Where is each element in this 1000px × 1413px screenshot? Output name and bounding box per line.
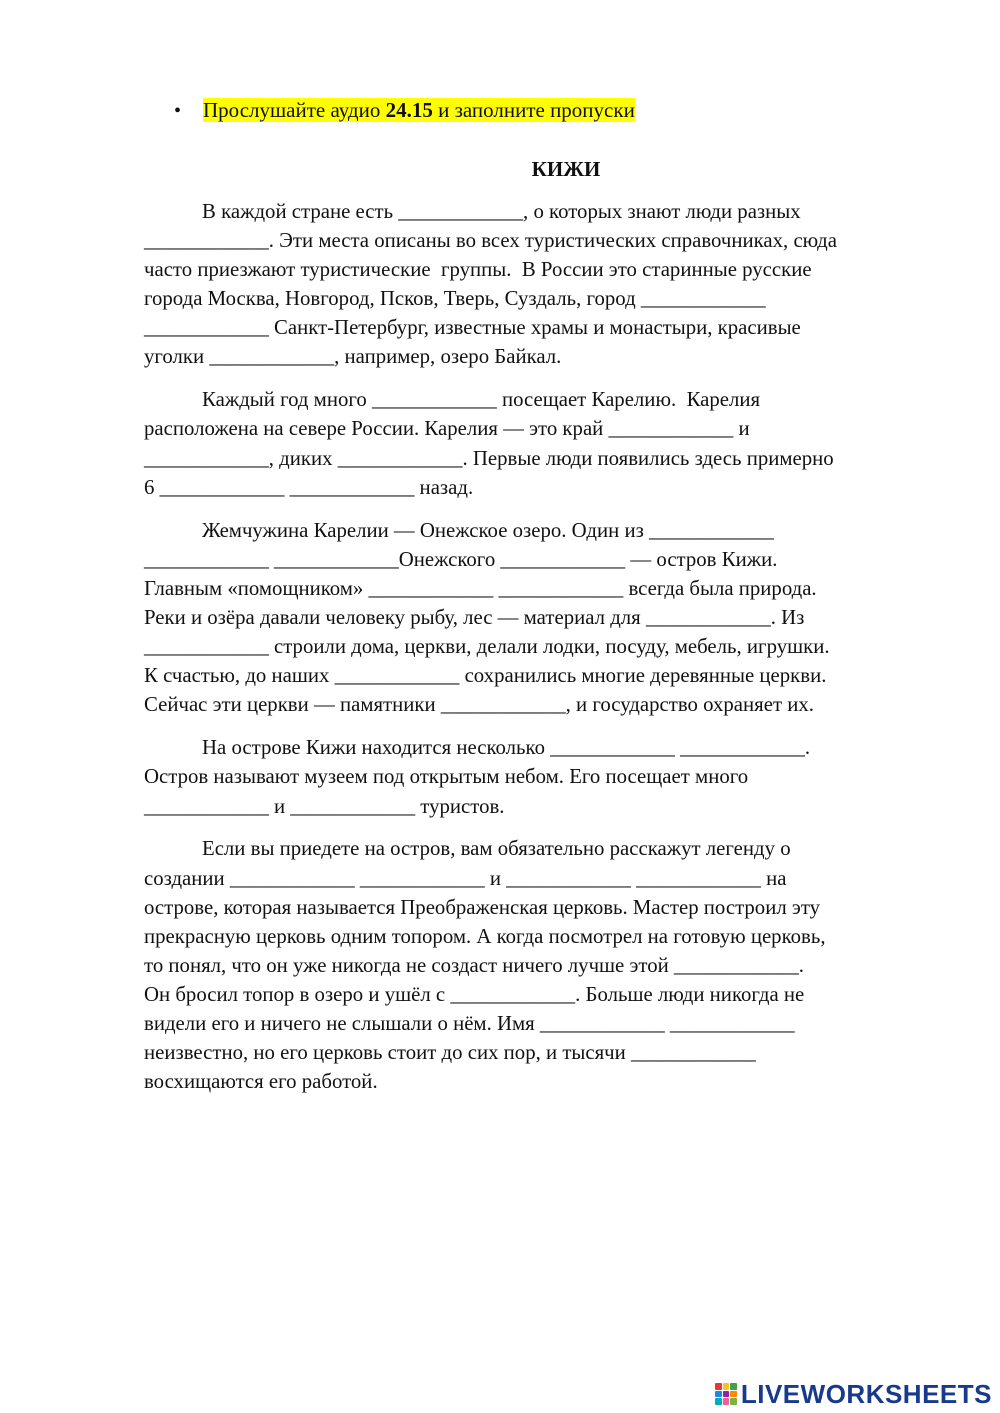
logo-square — [715, 1398, 722, 1405]
text-line: то понял, что он уже никогда не создаст ничего лучше этой ____________. — [144, 954, 804, 977]
logo-square — [723, 1398, 730, 1405]
text-line: 6 ____________ ____________ назад. — [144, 476, 474, 499]
text-line: создании ____________ ____________ и ____________ ____________ на — [144, 867, 787, 890]
text-line: Реки и озёра давали человеку рыбу, лес — материал для ____________. Из — [144, 606, 805, 629]
text-line: Главным «помощником» ____________ ____________ всегда была природа. — [144, 577, 817, 600]
text-line: восхищаются его работой. — [144, 1070, 378, 1093]
text-line: Он бросил топор в озеро и ушёл с ____________. Больше люди никогда не — [144, 983, 805, 1006]
logo-square — [730, 1398, 737, 1405]
audio-code: 24.15 — [385, 98, 433, 122]
text-line: часто приезжают туристические группы. В России это старинные русские — [144, 258, 812, 281]
text-line: прекрасную церковь одним топором. А когда посмотрел на готовую церковь, — [144, 925, 826, 948]
text-line: В каждой стране есть ____________, о которых знают люди разных — [202, 200, 801, 223]
brand-name: LIVEWORKSHEETS — [740, 1378, 992, 1409]
text-line: ____________ и ____________ туристов. — [144, 795, 505, 818]
text-line: ____________ строили дома, церкви, делали лодки, посуду, мебель, игрушки. — [144, 635, 830, 658]
text-line: Сейчас эти церкви — памятники ____________, и государство охраняет их. — [144, 693, 814, 716]
liveworksheets-logo — [715, 1378, 992, 1409]
text-line: города Москва, Новгород, Псков, Тверь, Суздаль, город ____________ — [144, 287, 766, 310]
text-line: ____________, диких ____________. Первые люди появились здесь примерно — [144, 447, 834, 470]
logo-square — [715, 1391, 722, 1398]
text-line: ____________ Санкт-Петербург, известные храмы и монастыри, красивые — [144, 316, 801, 339]
bullet-icon: • — [174, 100, 182, 122]
logo-square — [715, 1383, 722, 1390]
text-line: На острове Кижи находится несколько ____________ ____________. — [202, 736, 811, 759]
text-line: видели его и ничего не слышали о нём. Имя ____________ ____________ — [144, 1012, 795, 1035]
text-line: уголки ____________, например, озеро Байкал. — [144, 345, 562, 368]
text-line: расположена на севере России. Карелия — это край ____________ и — [144, 417, 750, 440]
instruction — [174, 96, 635, 125]
text-line: Каждый год много ____________ посещает Карелию. Карелия — [202, 388, 761, 411]
text-line: острове, которая называется Преображенская церковь. Мастер построил эту — [144, 896, 821, 919]
logo-square — [723, 1383, 730, 1390]
text-line: К счастью, до наших ____________ сохранились многие деревянные церкви. — [144, 664, 827, 687]
logo-square — [730, 1391, 737, 1398]
logo-grid-icon — [715, 1383, 737, 1405]
instruction-text-1: Прослушайте аудио — [203, 98, 386, 122]
text-line: Остров называют музеем под открытым небом. Его посещает много — [144, 765, 749, 788]
instruction-highlight — [203, 98, 635, 122]
logo-square — [723, 1391, 730, 1398]
page-title: КИЖИ — [531, 157, 601, 181]
text-line: ____________ ____________Онежского ____________ — остров Кижи. — [144, 548, 778, 571]
instruction-text-2: и заполните пропуски — [432, 98, 635, 122]
text-line: Жемчужина Карелии — Онежское озеро. Один из ____________ — [202, 519, 774, 542]
text-line: Если вы приедете на остров, вам обязательно расскажут легенду о — [202, 837, 791, 860]
logo-square — [730, 1383, 737, 1390]
text-line: ____________. Эти места описаны во всех туристических справочниках, сюда — [144, 229, 837, 252]
text-line: неизвестно, но его церковь стоит до сих пор, и тысячи ____________ — [144, 1041, 756, 1064]
